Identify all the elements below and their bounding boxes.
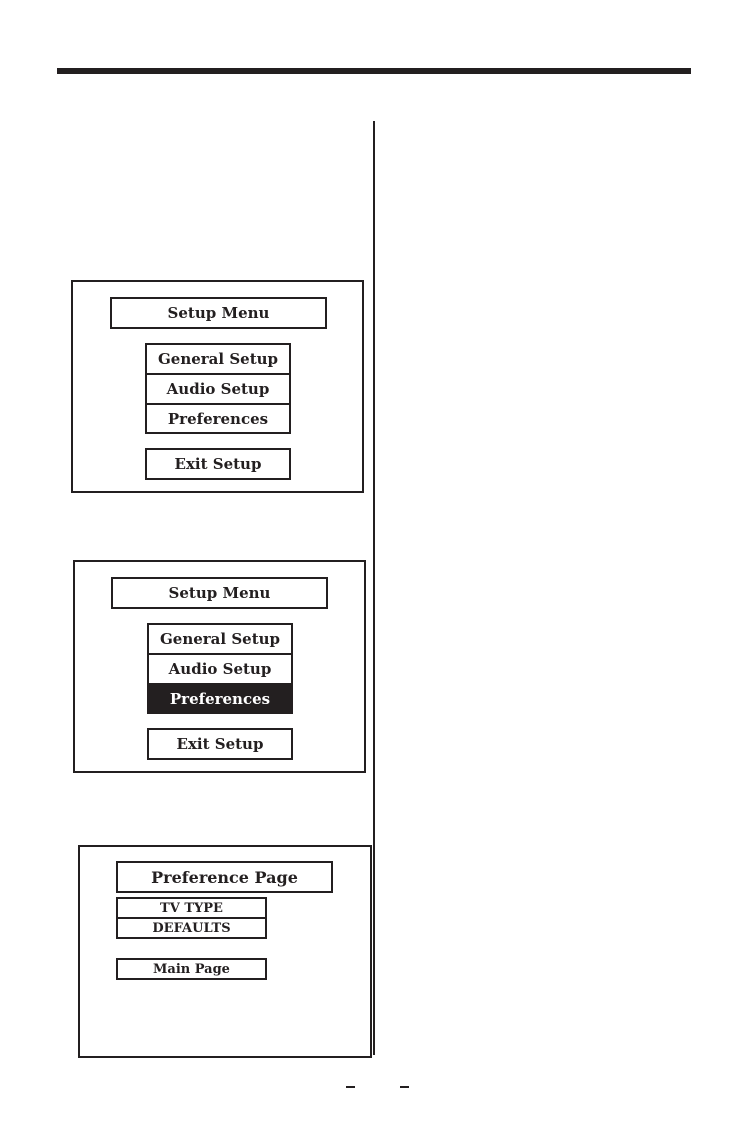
menu-item-preferences[interactable]: Preferences	[145, 403, 291, 434]
menu-item-tv-type[interactable]: TV TYPE	[116, 897, 267, 919]
page-number-mark-right	[400, 1086, 409, 1088]
setup-menu-title: Setup Menu	[111, 577, 328, 609]
exit-setup-button[interactable]: Exit Setup	[147, 728, 293, 760]
menu-item-audio-setup[interactable]: Audio Setup	[147, 653, 293, 685]
header-rule	[57, 68, 691, 74]
setup-menu-panel-2	[73, 560, 366, 773]
preference-page-title: Preference Page	[116, 861, 333, 893]
menu-item-preferences-selected[interactable]: Preferences	[147, 683, 293, 714]
menu-item-general-setup[interactable]: General Setup	[145, 343, 291, 375]
menu-item-general-setup[interactable]: General Setup	[147, 623, 293, 655]
main-page-button[interactable]: Main Page	[116, 958, 267, 980]
setup-menu-panel-1	[71, 280, 364, 493]
page-number-mark-left	[346, 1086, 355, 1088]
setup-menu-title: Setup Menu	[110, 297, 327, 329]
menu-item-defaults[interactable]: DEFAULTS	[116, 917, 267, 939]
exit-setup-button[interactable]: Exit Setup	[145, 448, 291, 480]
preference-page-panel	[78, 845, 372, 1058]
menu-item-audio-setup[interactable]: Audio Setup	[145, 373, 291, 405]
column-divider	[373, 121, 375, 1055]
